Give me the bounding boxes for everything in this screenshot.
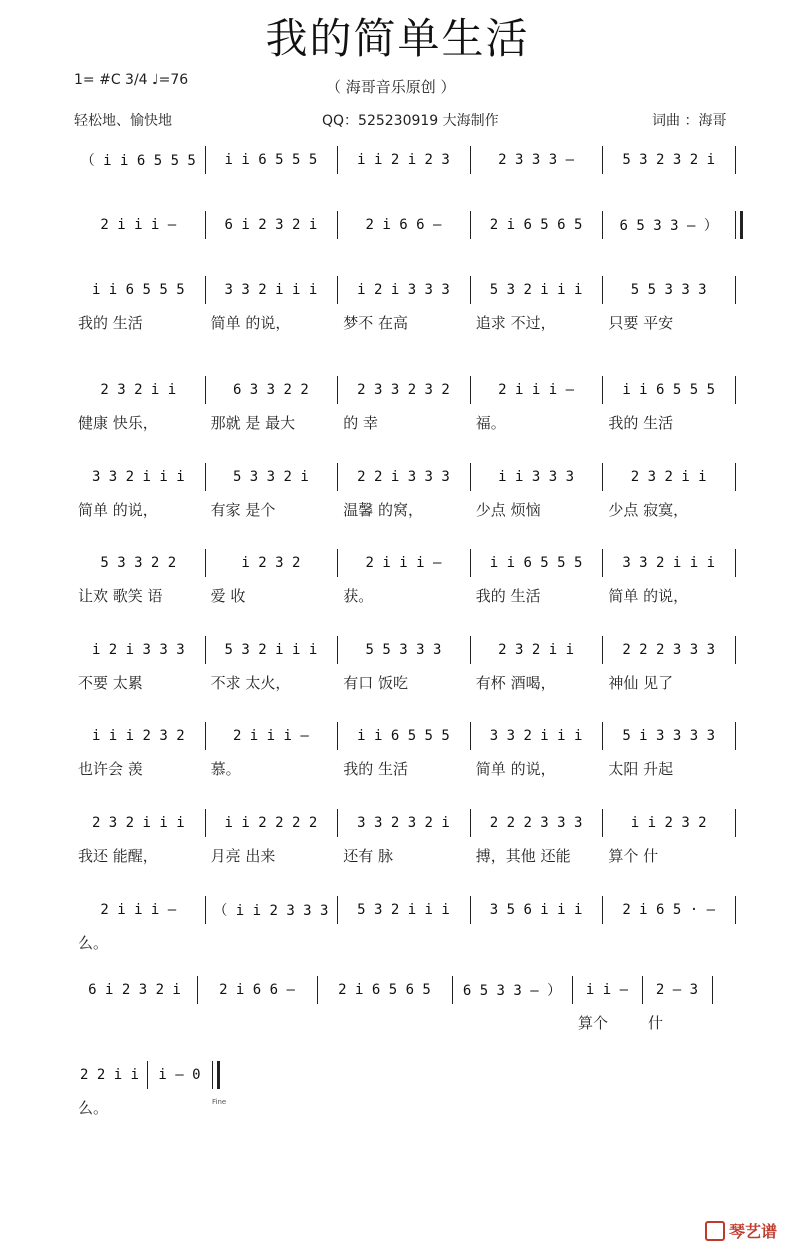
lyric-text: 那就 是 最大	[210, 414, 296, 432]
measure: 2 i 6 6 —	[219, 982, 295, 998]
lyric-row	[0, 930, 795, 956]
measure: i i 3 3 3	[498, 469, 575, 485]
lyric-text: 也许会 羡	[78, 760, 143, 778]
notation-row	[0, 716, 795, 756]
lyric-text: 么。	[78, 1099, 109, 1117]
notation-row	[0, 543, 795, 583]
measure: 5 3 3 2 2	[100, 555, 177, 571]
contact-info: QQ：525230919 大海制作	[322, 113, 499, 129]
lyric-text: 简单 的说，	[475, 760, 556, 778]
staff-line	[0, 970, 795, 1036]
lyric-text: 算个 什	[608, 847, 659, 865]
measure: i i 6 5 5 5	[91, 282, 185, 298]
measure: 5 i 3 3 3 3	[622, 728, 716, 744]
measure: 5 3 2 i i i	[489, 282, 583, 298]
measure: 5 3 2 i i i	[357, 902, 450, 918]
lyric-row	[0, 670, 795, 696]
staff-line	[0, 140, 795, 180]
bar-line	[735, 809, 736, 837]
lyric-text: 月亮 出来	[210, 847, 276, 865]
lyric-text: 简单 的说，	[78, 501, 158, 519]
measure: 3 3 2 i i i	[224, 282, 318, 298]
bar-line	[735, 146, 736, 174]
measure: i i 2 i 2 3	[357, 152, 450, 168]
lyric-row	[0, 756, 795, 782]
lyric-text: 只要 平安	[608, 314, 674, 332]
measure: i i 6 5 5 5	[357, 728, 450, 744]
staff-line	[0, 803, 795, 869]
staff-line	[0, 205, 795, 245]
measure: 2 2 2 3 3 3	[622, 642, 716, 658]
lyric-text: 让欢 歌笑 语	[78, 587, 163, 605]
lyric-text: 么。	[78, 934, 109, 952]
measure: 2 i 6 6 —	[365, 217, 442, 233]
measure: 2 3 2 i i	[630, 469, 707, 485]
lyric-row	[0, 310, 795, 336]
lyric-row	[0, 410, 795, 436]
bar-line	[735, 549, 736, 577]
measure: 5 3 3 2 i	[232, 469, 309, 485]
measure: i i 2 3 2	[630, 815, 707, 831]
lyric-text: 我的 生活	[343, 760, 408, 778]
notation-row	[0, 1055, 795, 1095]
lyric-row	[0, 583, 795, 609]
staff-line	[0, 890, 795, 956]
measure: 3 3 2 i i i	[622, 555, 716, 571]
lyric-text: 我还 能醒，	[78, 847, 158, 865]
measure: 2 2 i i	[79, 1067, 139, 1083]
measure: 2 i i i —	[100, 902, 177, 918]
measure: i i 6 5 5 5	[224, 152, 318, 168]
lyric-text: 不要 太累	[78, 674, 143, 692]
notation-row	[0, 205, 795, 245]
page-title: 我的简单生活	[265, 14, 530, 63]
lyric-text: 获。	[343, 587, 374, 605]
bar-line	[735, 463, 736, 491]
measure: 3 3 2 3 2 i	[357, 815, 450, 831]
measure: 2 3 3 3 —	[498, 152, 575, 168]
notation-row	[0, 970, 795, 1010]
measure: i i 6 5 5 5	[489, 555, 583, 571]
lyric-text: 少点 寂寞，	[608, 501, 689, 519]
bar-line	[735, 896, 736, 924]
bar-line	[212, 1061, 220, 1089]
measure: i 2 i 3 3 3	[357, 282, 450, 298]
lyric-text: 的 幸	[343, 414, 378, 432]
measure: 6 5 3 3 — ）	[462, 983, 562, 999]
bar-line	[735, 276, 736, 304]
bar-line	[735, 722, 736, 750]
notation-row	[0, 803, 795, 843]
measure: i 2 3 2	[241, 555, 301, 571]
lyric-text: 什	[648, 1014, 664, 1032]
measure: i 2 i 3 3 3	[91, 642, 185, 658]
measure: 2 i 6 5 6 5	[489, 217, 583, 233]
measure: 5 3 2 i i i	[224, 642, 318, 658]
lyric-row	[0, 843, 795, 869]
lyric-text: 慕。	[210, 760, 241, 778]
measure: 6 3 3 2 2	[232, 382, 309, 398]
measure: 2 i i i —	[100, 217, 177, 233]
measure: 2 2 i 3 3 3	[357, 469, 450, 485]
measure: 5 3 2 3 2 i	[622, 152, 716, 168]
measure: 2 i i i —	[498, 382, 575, 398]
staff-line	[0, 1055, 795, 1121]
fine-mark: Fine	[212, 1098, 227, 1106]
attribution: （ 海哥音乐原创 ）	[326, 78, 456, 96]
lyric-text: 不求 太火，	[210, 674, 291, 692]
measure: i i 2 2 2 2	[224, 815, 318, 831]
measure: 2 3 2 i i	[498, 642, 575, 658]
staff-line	[0, 543, 795, 609]
measure: 2 i i i —	[365, 555, 442, 571]
bar-line	[735, 636, 736, 664]
lyric-text: 还有 脉	[343, 847, 393, 865]
measure: （ i i 6 5 5 5	[80, 153, 196, 169]
lyric-text: 简单 的说，	[608, 587, 689, 605]
staff-line	[0, 457, 795, 523]
lyric-row	[0, 1010, 795, 1036]
measure: i i —	[585, 982, 629, 998]
bar-line	[735, 376, 736, 404]
notation-row	[0, 370, 795, 410]
lyric-text: 我的 生活	[608, 414, 674, 432]
measure: 2 i 6 5 · —	[622, 902, 716, 918]
mood-marking: 轻松地、愉快地	[74, 113, 172, 129]
staff-line	[0, 716, 795, 782]
measure: 2 — 3	[655, 982, 699, 998]
measure: 2 2 2 3 3 3	[489, 815, 583, 831]
bar-line	[712, 976, 713, 1004]
notation-row	[0, 140, 795, 180]
measure: i i i 2 3 2	[91, 728, 185, 744]
measure: 6 i 2 3 2 i	[224, 217, 318, 233]
lyric-text: 我的 生活	[475, 587, 541, 605]
notation-row	[0, 890, 795, 930]
lyric-text: 算个	[578, 1014, 609, 1032]
measure: 6 i 2 3 2 i	[88, 982, 181, 998]
notation-row	[0, 630, 795, 670]
measure: 6 5 3 3 — ）	[619, 218, 718, 234]
lyric-text: 有口 饭吃	[343, 674, 408, 692]
staff-line	[0, 370, 795, 436]
measure: 3 3 2 i i i	[91, 469, 185, 485]
bar-line	[735, 211, 743, 239]
lyric-text: 追求 不过，	[475, 314, 556, 332]
logo-icon	[705, 1221, 725, 1241]
credits: 词曲 ：海哥	[652, 113, 727, 129]
measure: 2 3 2 i i i	[91, 815, 185, 831]
measure: （ i i 2 3 3 3	[213, 903, 329, 919]
measure: 5 5 3 3 3	[365, 642, 442, 658]
measure: 2 3 3 2 3 2	[357, 382, 450, 398]
lyric-text: 神仙 见了	[608, 674, 674, 692]
lyric-text: 梦不 在高	[343, 314, 408, 332]
lyric-text: 搏，其他 还能	[475, 847, 571, 865]
notation-row	[0, 457, 795, 497]
site-logo	[705, 1219, 777, 1242]
staff-line	[0, 630, 795, 696]
lyric-text: 有杯 酒喝，	[475, 674, 556, 692]
measure: i i 6 5 5 5	[622, 382, 716, 398]
lyric-text: 我的 生活	[78, 314, 143, 332]
lyric-text: 简单 的说，	[210, 314, 291, 332]
lyric-text: 太阳 升起	[608, 760, 674, 778]
lyric-text: 福。	[475, 414, 506, 432]
lyric-row	[0, 497, 795, 523]
measure: 2 i i i —	[232, 728, 309, 744]
measure: 3 5 6 i i i	[489, 902, 583, 918]
lyric-text: 爱 收	[210, 587, 246, 605]
measure: 3 3 2 i i i	[489, 728, 583, 744]
measure: i — 0	[158, 1067, 201, 1083]
key-signature: 1= #C 3/4 ♩=76	[74, 72, 189, 88]
lyric-row	[0, 1095, 795, 1121]
lyric-text: 有家 是个	[210, 501, 276, 519]
measure: 2 3 2 i i	[100, 382, 177, 398]
measure: 2 i 6 5 6 5	[338, 982, 431, 998]
lyric-text: 少点 烦恼	[475, 501, 541, 519]
staff-line	[0, 270, 795, 336]
lyric-text: 健康 快乐，	[78, 414, 158, 432]
notation-row	[0, 270, 795, 310]
measure: 5 5 3 3 3	[630, 282, 707, 298]
lyric-text: 温馨 的窝，	[343, 501, 423, 519]
logo-text: 琴艺谱	[728, 1222, 777, 1241]
